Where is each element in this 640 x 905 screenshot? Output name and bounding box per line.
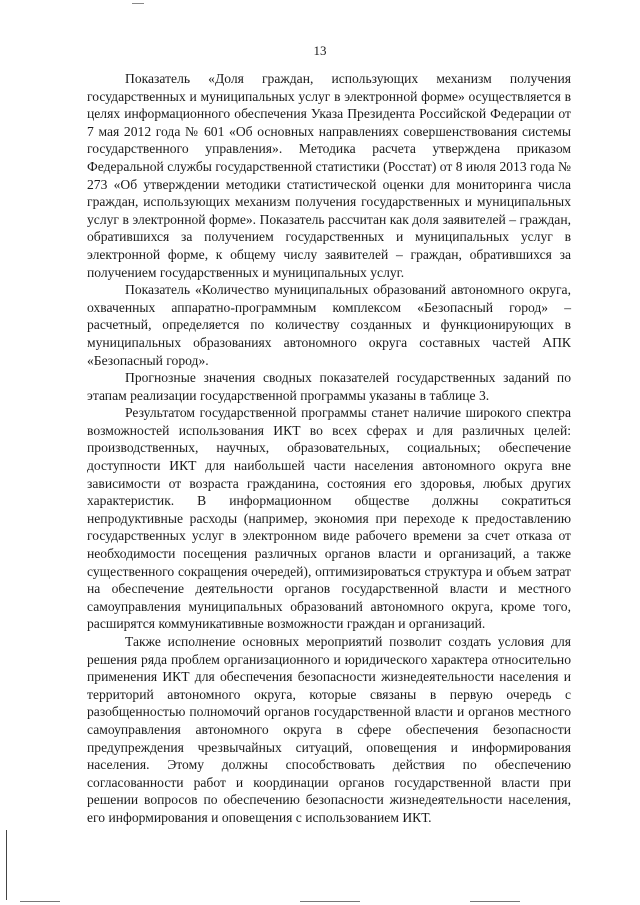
scan-bottom-edge — [0, 900, 640, 902]
page-number: 13 — [313, 43, 327, 58]
paragraph-program-results: Результатом государственной программы станет наличие широкого спектра возможностей использования ИКТ во всех сферах и для различных целей: производственных, научных, образовательных, социальных; обеспечение доступности ИКТ для наибольшей части населения автономного округа вне зависимости от возраста гражданина, состояния его здоровья, любых других характеристик. В информационном обществе должны сократиться непродуктивные расходы (например, экономия при переходе к предоставлению государственных услуг в электронном виде рабочего времени за счет отказа от необходимости посещения различных органов власти и организаций, а также существенного сокращения очередей), оптимизироваться структура и объем затрат на обеспечение деятельности органов государственной власти и местного самоуправления муниципальных образований автономного округа, кроме того, расширятся коммуникативные возможности граждан и организаций. — [87, 405, 571, 632]
paragraph-indicator-e-services: Показатель «Доля граждан, использующих механизм получения государственных и муниципальных услуг в электронной форме» осуществляется в целях информационного обеспечения Указа Президента Российской Федерации от 7 мая 2012 года № 601 «Об основных направлениях совершенствования системы государственного управления». Методика расчета утверждена приказом Федеральной службы государственной статистики (Росстат) от 8 июля 2013 года № 273 «Об утверждении методики статистической оценки для мониторинга числа граждан, использующих механизм получения государственных и муниципальных услуг в электронной форме». Показатель рассчитан как доля заявителей – граждан, обратившихся за получением государственных и муниципальных услуг в электронной форме, к общему числу заявителей – граждан, обратившихся за получением государственных и муниципальных услуг. — [87, 71, 571, 280]
scan-edge-mark — [132, 0, 144, 4]
paragraph-forecast-values: Прогнозные значения сводных показателей государственных заданий по этапам реализации государственной программы указаны в таблице 3. — [87, 370, 571, 403]
paragraph-safety-conditions: Также исполнение основных мероприятий позволит создать условия для решения ряда проблем организационного и юридического характера относительно применения ИКТ для обеспечения безопасности жизнедеятельности населения и территорий автономного округа, которые связаны в первую очередь с разобщенностью полномочий органов государственной власти и органов местного самоуправления автономного округа в сфере обеспечения безопасности предупреждения чрезвычайных ситуаций, оповещения и информирования населения. Этому должны способствовать действия по обеспечению согласованности работ и координации органов государственной власти при решении вопросов по обеспечению безопасности жизнедеятельности населения, его информирования и оповещения с использованием ИКТ. — [87, 634, 571, 825]
paragraph-indicator-safe-city: Показатель «Количество муниципальных образований автономного округа, охваченных аппаратно-программным комплексом «Безопасный город» – расчетный, определяется по количеству созданных и функционирующих в муниципальных образованиях автономного округа составных частей АПК «Безопасный город». — [87, 282, 571, 368]
scan-edge-line — [6, 830, 7, 900]
document-body — [87, 70, 571, 827]
